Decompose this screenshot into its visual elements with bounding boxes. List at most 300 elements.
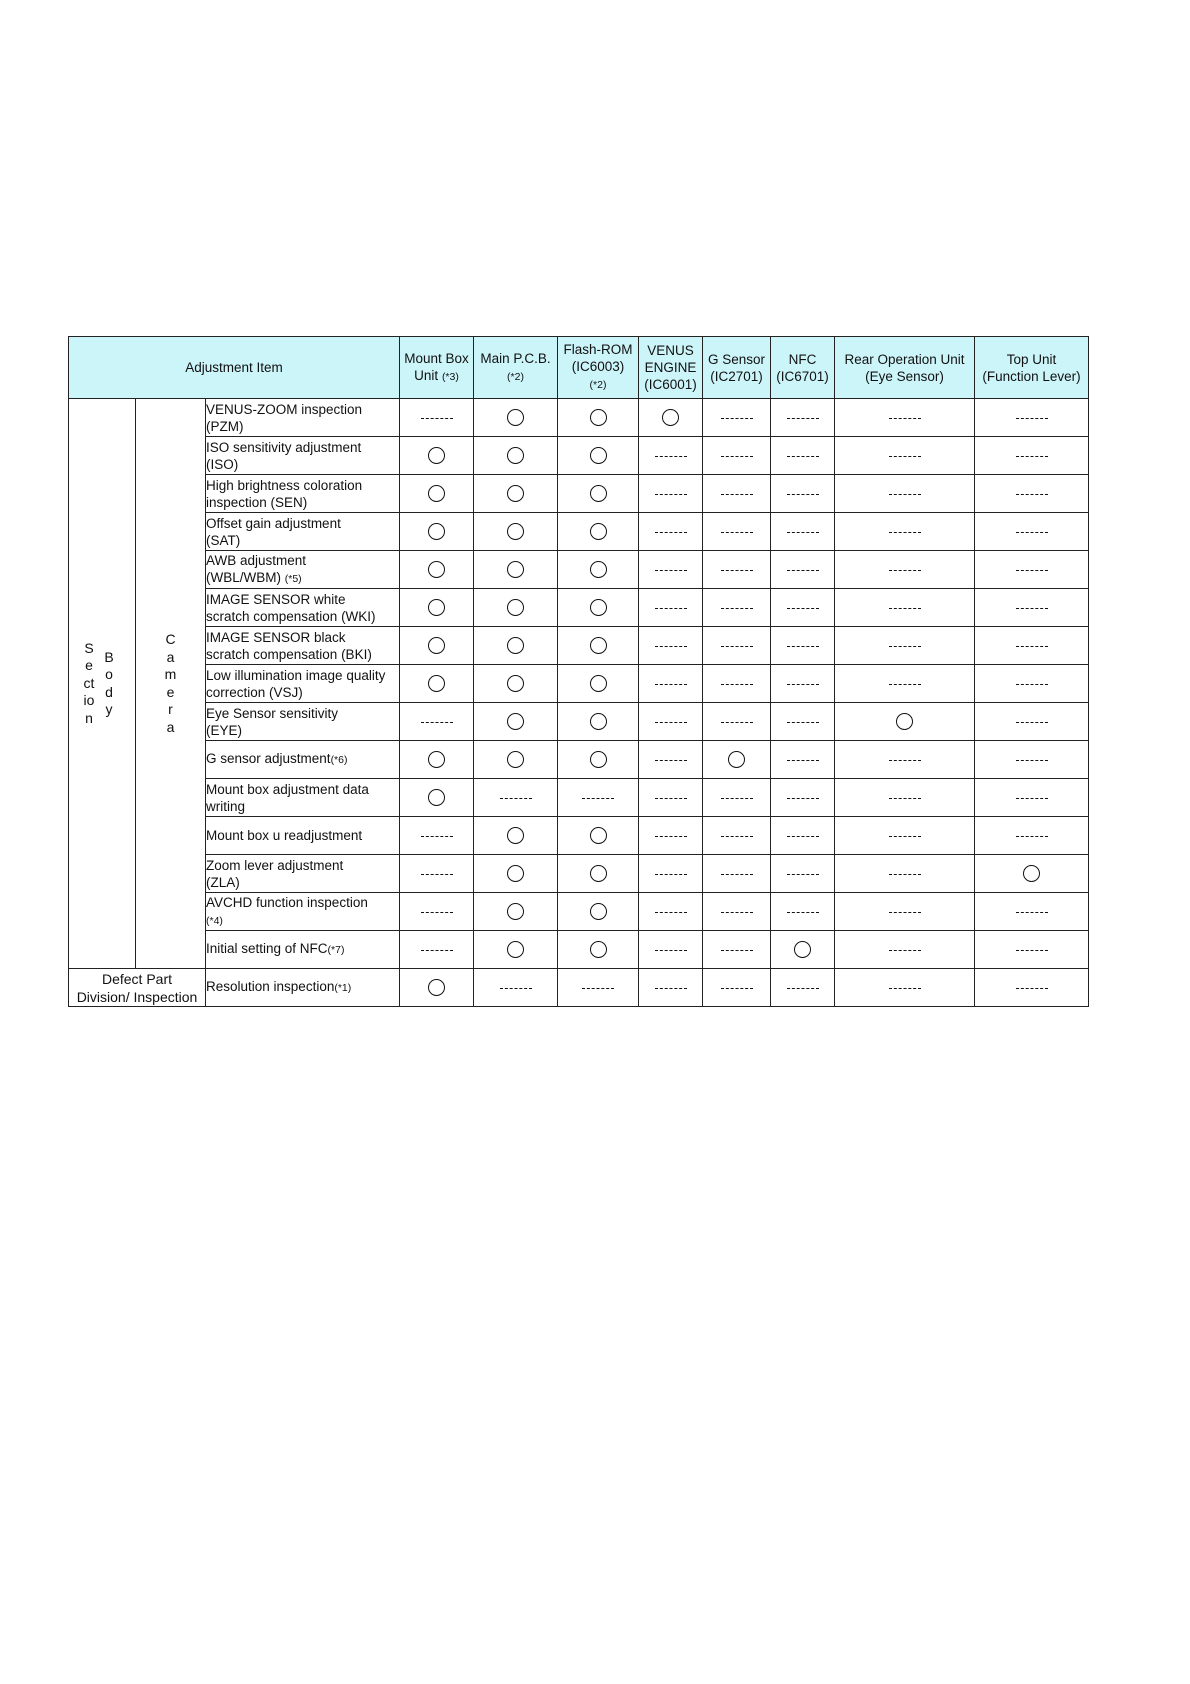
dash-mark-icon [655, 608, 687, 609]
applicable-mark-cell [474, 893, 558, 931]
adjustment-item-cell [206, 475, 400, 513]
applicable-mark-cell [558, 627, 639, 665]
not-applicable-mark-cell [703, 931, 771, 969]
not-applicable-mark-cell [975, 627, 1089, 665]
not-applicable-mark-cell [639, 817, 703, 855]
item-name: Mount box u readjustment [206, 828, 363, 843]
not-applicable-mark-cell [703, 969, 771, 1007]
adjustment-item-cell [206, 551, 400, 589]
camera-group-cell [136, 399, 206, 969]
header-text: (IC6003) [571, 359, 625, 374]
dash-mark-icon [889, 570, 921, 571]
not-applicable-mark-cell [639, 589, 703, 627]
table-row [69, 437, 1089, 475]
applicable-mark-cell [400, 741, 474, 779]
dash-mark-icon [787, 722, 819, 723]
not-applicable-mark-cell [703, 703, 771, 741]
table-row [69, 513, 1089, 551]
not-applicable-mark-cell [558, 969, 639, 1007]
header-text: Mount Box [404, 350, 469, 366]
table-row [69, 399, 1089, 437]
dash-mark-icon [787, 532, 819, 533]
not-applicable-mark-cell [639, 437, 703, 475]
not-applicable-mark-cell [975, 513, 1089, 551]
not-applicable-mark-cell [703, 665, 771, 703]
not-applicable-mark-cell [639, 855, 703, 893]
defect-label-line2: Division/ Inspection [76, 988, 198, 1005]
not-applicable-mark-cell [771, 969, 835, 1007]
applicable-mark-cell [474, 551, 558, 589]
dash-mark-icon [1016, 798, 1048, 799]
dash-mark-icon [655, 798, 687, 799]
adjustment-item-cell [206, 627, 400, 665]
header-text: (Function Lever) [982, 368, 1081, 384]
dash-mark-icon [1016, 608, 1048, 609]
dash-mark-icon [1016, 912, 1048, 913]
dash-mark-icon [655, 646, 687, 647]
item-note: (*7) [327, 944, 345, 956]
not-applicable-mark-cell [703, 855, 771, 893]
not-applicable-mark-cell [703, 627, 771, 665]
circle-mark-icon [428, 675, 445, 692]
header-text: Rear Operation Unit [844, 351, 965, 367]
adjustment-item-cell [206, 779, 400, 817]
dash-mark-icon [787, 874, 819, 875]
table-body [69, 399, 1089, 1007]
table-row [69, 627, 1089, 665]
circle-mark-icon [507, 485, 524, 502]
not-applicable-mark-cell [771, 627, 835, 665]
circle-mark-icon [507, 751, 524, 768]
not-applicable-mark-cell [975, 589, 1089, 627]
dash-mark-icon [655, 570, 687, 571]
dash-mark-icon [655, 494, 687, 495]
circle-mark-icon [590, 675, 607, 692]
item-name-cont: (ZLA) [206, 874, 240, 890]
not-applicable-mark-cell [703, 513, 771, 551]
circle-mark-icon [794, 941, 811, 958]
dash-mark-icon [500, 798, 532, 799]
circle-mark-icon [590, 903, 607, 920]
dash-mark-icon [421, 722, 453, 723]
circle-mark-icon [662, 409, 679, 426]
header-row [69, 337, 1089, 399]
dash-mark-icon [787, 418, 819, 419]
not-applicable-mark-cell [639, 931, 703, 969]
applicable-mark-cell [400, 627, 474, 665]
dash-mark-icon [655, 950, 687, 951]
applicable-mark-cell [558, 513, 639, 551]
circle-mark-icon [507, 827, 524, 844]
header-note: (*2) [589, 379, 607, 391]
header-note: (*3) [441, 370, 459, 383]
not-applicable-mark-cell [639, 893, 703, 931]
not-applicable-mark-cell [975, 703, 1089, 741]
not-applicable-mark-cell [400, 893, 474, 931]
applicable-mark-cell [474, 817, 558, 855]
applicable-mark-cell [558, 931, 639, 969]
dash-mark-icon [721, 912, 753, 913]
item-name: Zoom lever adjustment [206, 857, 344, 873]
circle-mark-icon [507, 561, 524, 578]
not-applicable-mark-cell [771, 817, 835, 855]
table-row [69, 779, 1089, 817]
applicable-mark-cell [400, 779, 474, 817]
dash-mark-icon [1016, 646, 1048, 647]
not-applicable-mark-cell [703, 551, 771, 589]
dash-mark-icon [721, 684, 753, 685]
item-name: ISO sensitivity adjustment [206, 439, 362, 455]
circle-mark-icon [507, 865, 524, 882]
table-row [69, 703, 1089, 741]
circle-mark-icon [428, 789, 445, 806]
not-applicable-mark-cell [835, 931, 975, 969]
item-note: (*1) [334, 982, 352, 994]
header-text: (IC6701) [776, 368, 829, 384]
dash-mark-icon [655, 988, 687, 989]
adjustment-item-cell [206, 665, 400, 703]
not-applicable-mark-cell [400, 931, 474, 969]
adjustment-item-cell [206, 399, 400, 437]
dash-mark-icon [421, 874, 453, 875]
circle-mark-icon [590, 561, 607, 578]
circle-mark-icon [590, 751, 607, 768]
item-name: Low illumination image quality [206, 667, 386, 683]
item-name-cont: correction (VSJ) [206, 684, 303, 700]
header-text: Main P.C.B. [480, 350, 551, 366]
not-applicable-mark-cell [703, 779, 771, 817]
not-applicable-mark-cell [771, 665, 835, 703]
circle-mark-icon [428, 485, 445, 502]
header-rear-operation-unit [835, 337, 975, 399]
not-applicable-mark-cell [835, 475, 975, 513]
item-name-cont: (WBL/WBM) [206, 569, 285, 585]
not-applicable-mark-cell [639, 703, 703, 741]
not-applicable-mark-cell [771, 513, 835, 551]
dash-mark-icon [889, 608, 921, 609]
adjustment-item-cell [206, 703, 400, 741]
item-name-cont: (PZM) [206, 418, 244, 434]
dash-mark-icon [582, 988, 614, 989]
circle-mark-icon [896, 713, 913, 730]
not-applicable-mark-cell [558, 779, 639, 817]
applicable-mark-cell [558, 741, 639, 779]
not-applicable-mark-cell [835, 551, 975, 589]
applicable-mark-cell [558, 893, 639, 931]
not-applicable-mark-cell [975, 779, 1089, 817]
item-name: AVCHD function inspection [206, 894, 368, 910]
not-applicable-mark-cell [703, 893, 771, 931]
circle-mark-icon [590, 599, 607, 616]
not-applicable-mark-cell [835, 589, 975, 627]
defect-label-line1: Defect Part [101, 970, 173, 987]
applicable-mark-cell [558, 589, 639, 627]
dash-mark-icon [421, 912, 453, 913]
header-text: (Eye Sensor) [865, 368, 944, 384]
dash-mark-icon [655, 684, 687, 685]
dash-mark-icon [889, 532, 921, 533]
dash-mark-icon [889, 912, 921, 913]
dash-mark-icon [655, 912, 687, 913]
applicable-mark-cell [400, 589, 474, 627]
item-name: High brightness coloration [206, 477, 363, 493]
not-applicable-mark-cell [771, 855, 835, 893]
not-applicable-mark-cell [771, 741, 835, 779]
circle-mark-icon [507, 599, 524, 616]
header-flash-rom [558, 337, 639, 399]
circle-mark-icon [590, 637, 607, 654]
not-applicable-mark-cell [975, 741, 1089, 779]
header-text: VENUS [647, 343, 694, 358]
dash-mark-icon [1016, 722, 1048, 723]
not-applicable-mark-cell [975, 437, 1089, 475]
header-nfc [771, 337, 835, 399]
header-g-sensor [703, 337, 771, 399]
dash-mark-icon [721, 798, 753, 799]
adjustment-item-cell [206, 513, 400, 551]
circle-mark-icon [428, 599, 445, 616]
dash-mark-icon [889, 494, 921, 495]
not-applicable-mark-cell [771, 779, 835, 817]
dash-mark-icon [655, 760, 687, 761]
dash-mark-icon [889, 874, 921, 875]
dash-mark-icon [721, 874, 753, 875]
not-applicable-mark-cell [771, 589, 835, 627]
dash-mark-icon [1016, 836, 1048, 837]
header-text: Flash-ROM [563, 342, 633, 357]
not-applicable-mark-cell [639, 969, 703, 1007]
header-mount-box-unit [400, 337, 474, 399]
not-applicable-mark-cell [400, 399, 474, 437]
dash-mark-icon [787, 494, 819, 495]
header-venus-engine [639, 337, 703, 399]
dash-mark-icon [787, 570, 819, 571]
table-row [69, 551, 1089, 589]
applicable-mark-cell [558, 399, 639, 437]
applicable-mark-cell [400, 437, 474, 475]
applicable-mark-cell [400, 665, 474, 703]
dash-mark-icon [655, 722, 687, 723]
dash-mark-icon [721, 608, 753, 609]
circle-mark-icon [507, 941, 524, 958]
header-top-unit [975, 337, 1089, 399]
applicable-mark-cell [474, 931, 558, 969]
item-name-cont: (ISO) [206, 456, 239, 472]
adjustment-item-cell [206, 437, 400, 475]
not-applicable-mark-cell [835, 741, 975, 779]
circle-mark-icon [428, 523, 445, 540]
applicable-mark-cell [474, 513, 558, 551]
not-applicable-mark-cell [639, 779, 703, 817]
circle-mark-icon [590, 523, 607, 540]
dash-mark-icon [1016, 456, 1048, 457]
not-applicable-mark-cell [771, 551, 835, 589]
applicable-mark-cell [835, 703, 975, 741]
adjustment-table [68, 336, 1089, 1007]
circle-mark-icon [507, 713, 524, 730]
applicable-mark-cell [975, 855, 1089, 893]
dash-mark-icon [582, 798, 614, 799]
not-applicable-mark-cell [975, 551, 1089, 589]
dash-mark-icon [655, 456, 687, 457]
section-label: Section [83, 639, 95, 726]
not-applicable-mark-cell [639, 475, 703, 513]
applicable-mark-cell [474, 437, 558, 475]
not-applicable-mark-cell [639, 551, 703, 589]
item-name: IMAGE SENSOR black [206, 629, 346, 645]
not-applicable-mark-cell [639, 741, 703, 779]
not-applicable-mark-cell [835, 855, 975, 893]
circle-mark-icon [507, 409, 524, 426]
adjustment-table-container [68, 336, 1088, 1007]
item-name: IMAGE SENSOR white [206, 591, 346, 607]
circle-mark-icon [590, 485, 607, 502]
not-applicable-mark-cell [835, 437, 975, 475]
not-applicable-mark-cell [771, 399, 835, 437]
camera-label: Camera [164, 631, 177, 735]
table-row [69, 969, 1089, 1007]
dash-mark-icon [1016, 988, 1048, 989]
not-applicable-mark-cell [835, 893, 975, 931]
not-applicable-mark-cell [975, 665, 1089, 703]
applicable-mark-cell [558, 665, 639, 703]
dash-mark-icon [1016, 950, 1048, 951]
applicable-mark-cell [771, 931, 835, 969]
dash-mark-icon [655, 836, 687, 837]
circle-mark-icon [590, 827, 607, 844]
adjustment-item-cell [206, 931, 400, 969]
dash-mark-icon [655, 532, 687, 533]
dash-mark-icon [721, 570, 753, 571]
adjustment-item-cell [206, 855, 400, 893]
applicable-mark-cell [703, 741, 771, 779]
adjustment-item-cell [206, 893, 400, 931]
adjustment-item-cell [206, 589, 400, 627]
not-applicable-mark-cell [975, 399, 1089, 437]
dash-mark-icon [787, 798, 819, 799]
dash-mark-icon [421, 418, 453, 419]
header-text: Top Unit [1006, 351, 1057, 367]
dash-mark-icon [787, 988, 819, 989]
applicable-mark-cell [400, 551, 474, 589]
not-applicable-mark-cell [771, 475, 835, 513]
applicable-mark-cell [474, 399, 558, 437]
dash-mark-icon [787, 456, 819, 457]
not-applicable-mark-cell [400, 855, 474, 893]
item-name-cont: scratch compensation (WKI) [206, 608, 376, 624]
not-applicable-mark-cell [771, 893, 835, 931]
applicable-mark-cell [400, 513, 474, 551]
circle-mark-icon [507, 523, 524, 540]
header-adjustment-item: Adjustment Item [69, 337, 400, 399]
applicable-mark-cell [474, 589, 558, 627]
dash-mark-icon [721, 646, 753, 647]
circle-mark-icon [507, 447, 524, 464]
applicable-mark-cell [474, 665, 558, 703]
dash-mark-icon [787, 912, 819, 913]
header-text: Unit [414, 367, 439, 383]
not-applicable-mark-cell [975, 817, 1089, 855]
not-applicable-mark-cell [835, 817, 975, 855]
not-applicable-mark-cell [703, 589, 771, 627]
header-note: (*2) [507, 370, 524, 383]
dash-mark-icon [655, 874, 687, 875]
circle-mark-icon [428, 979, 445, 996]
applicable-mark-cell [558, 817, 639, 855]
not-applicable-mark-cell [835, 399, 975, 437]
applicable-mark-cell [474, 703, 558, 741]
circle-mark-icon [428, 751, 445, 768]
circle-mark-icon [507, 637, 524, 654]
dash-mark-icon [721, 456, 753, 457]
not-applicable-mark-cell [975, 931, 1089, 969]
table-row [69, 665, 1089, 703]
not-applicable-mark-cell [703, 437, 771, 475]
table-row [69, 931, 1089, 969]
dash-mark-icon [889, 418, 921, 419]
item-name-cont: inspection (SEN) [206, 494, 308, 510]
section-body-group-cell [69, 399, 136, 969]
dash-mark-icon [1016, 570, 1048, 571]
dash-mark-icon [889, 456, 921, 457]
defect-part-division-cell [69, 969, 206, 1007]
circle-mark-icon [428, 447, 445, 464]
applicable-mark-cell [558, 551, 639, 589]
table-row [69, 475, 1089, 513]
item-name: G sensor adjustment [206, 751, 331, 766]
dash-mark-icon [421, 950, 453, 951]
table-row [69, 589, 1089, 627]
dash-mark-icon [721, 532, 753, 533]
dash-mark-icon [721, 988, 753, 989]
dash-mark-icon [1016, 760, 1048, 761]
circle-mark-icon [507, 675, 524, 692]
item-name: Mount box adjustment data [206, 781, 369, 797]
header-text: (IC2701) [710, 368, 763, 384]
not-applicable-mark-cell [703, 817, 771, 855]
header-text: ENGINE [644, 360, 697, 375]
dash-mark-icon [889, 684, 921, 685]
item-name: Eye Sensor sensitivity [206, 705, 339, 721]
item-note: (*4) [206, 914, 223, 927]
body-label: Body [104, 648, 114, 717]
dash-mark-icon [721, 418, 753, 419]
applicable-mark-cell [558, 855, 639, 893]
applicable-mark-cell [474, 475, 558, 513]
item-name: VENUS-ZOOM inspection [206, 401, 363, 417]
circle-mark-icon [590, 447, 607, 464]
not-applicable-mark-cell [639, 665, 703, 703]
item-note: (*6) [330, 754, 348, 766]
dash-mark-icon [421, 836, 453, 837]
dash-mark-icon [1016, 418, 1048, 419]
applicable-mark-cell [639, 399, 703, 437]
dash-mark-icon [889, 646, 921, 647]
circle-mark-icon [507, 903, 524, 920]
table-row [69, 741, 1089, 779]
header-text: (IC6001) [644, 377, 697, 392]
item-name: Offset gain adjustment [206, 515, 341, 531]
applicable-mark-cell [474, 627, 558, 665]
dash-mark-icon [787, 608, 819, 609]
applicable-mark-cell [474, 855, 558, 893]
dash-mark-icon [721, 950, 753, 951]
dash-mark-icon [889, 950, 921, 951]
dash-mark-icon [721, 836, 753, 837]
not-applicable-mark-cell [835, 779, 975, 817]
circle-mark-icon [590, 865, 607, 882]
not-applicable-mark-cell [771, 437, 835, 475]
